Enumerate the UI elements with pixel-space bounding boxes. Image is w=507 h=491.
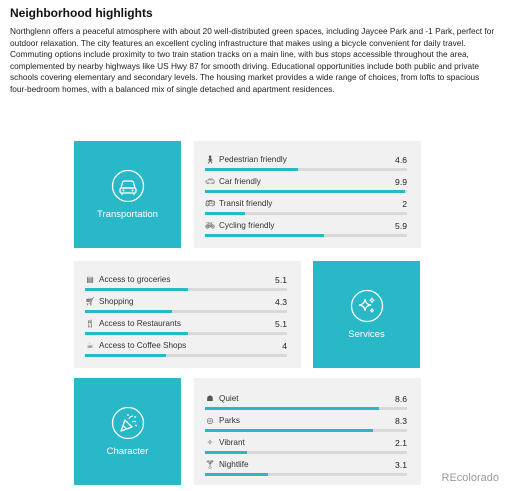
score-bar-fill [85, 354, 166, 357]
services-label: Services [348, 329, 385, 340]
score-value: 5.1 [275, 275, 287, 285]
transportation-label: Transportation [97, 209, 158, 220]
bus-icon: 🚌︎ [205, 199, 216, 208]
score-label: Nightlife [219, 460, 249, 469]
score-bar [205, 190, 407, 193]
score-row-parks [194, 414, 421, 436]
transportation-tile [74, 141, 181, 248]
score-bar [205, 407, 407, 410]
score-bar [205, 429, 407, 432]
score-label: Pedestrian friendly [219, 155, 287, 164]
recolorado-watermark: REcolorado [441, 472, 499, 484]
score-bar-fill [85, 310, 172, 313]
score-row-coffee [74, 339, 301, 361]
score-bar [205, 451, 407, 454]
character-tile [74, 378, 181, 485]
score-bar [85, 310, 287, 313]
coffee-icon: ☕︎ [86, 341, 94, 350]
transportation-panel [194, 141, 421, 248]
score-bar [85, 354, 287, 357]
park-icon: ◎ [206, 416, 214, 425]
store-icon: ▤ [86, 275, 94, 284]
services-tile [313, 261, 420, 368]
vibrant-icon: ✧ [206, 438, 214, 447]
score-label: Quiet [219, 394, 239, 403]
score-label: Transit friendly [219, 199, 273, 208]
score-row-car [194, 175, 421, 197]
score-row-nightlife [194, 458, 421, 480]
score-value: 9.9 [395, 177, 407, 187]
walker-icon: 🚶︎ [205, 155, 216, 164]
score-label: Vibrant [219, 438, 245, 447]
score-value: 4.3 [275, 297, 287, 307]
party-popper-icon [111, 406, 145, 440]
score-bar-fill [205, 451, 247, 454]
utensils-icon: 🍴︎ [85, 319, 96, 328]
sparkle-icon [350, 289, 384, 323]
score-bar-fill [205, 407, 379, 410]
score-bar [205, 168, 407, 171]
score-bar-fill [205, 234, 324, 237]
score-label: Access to Restaurants [99, 319, 181, 328]
bicycle-icon: 🚲︎ [205, 221, 216, 230]
car-icon: 🚗︎ [205, 177, 216, 186]
score-label: Parks [219, 416, 240, 425]
score-row-restaurants [74, 317, 301, 339]
character-panel [194, 378, 421, 485]
score-bar-fill [85, 332, 188, 335]
score-row-transit [194, 197, 421, 219]
section-title: Neighborhood highlights [10, 6, 153, 20]
cocktail-icon: 🍸︎ [205, 460, 216, 469]
score-value: 2.1 [395, 438, 407, 448]
score-bar-fill [205, 168, 298, 171]
bench-icon: ☗ [206, 394, 214, 403]
score-bar-fill [85, 288, 188, 291]
score-bar-fill [205, 473, 268, 476]
score-row-cycling [194, 219, 421, 241]
score-bar-fill [205, 429, 373, 432]
cart-icon: 🛒︎ [85, 297, 96, 306]
services-panel [74, 261, 301, 368]
car-icon [111, 169, 145, 203]
score-value: 3.1 [395, 460, 407, 470]
score-bar-fill [205, 190, 405, 193]
score-row-quiet [194, 392, 421, 414]
score-row-vibrant [194, 436, 421, 458]
score-bar [85, 332, 287, 335]
score-value: 4.6 [395, 155, 407, 165]
score-value: 8.6 [395, 394, 407, 404]
score-bar [205, 212, 407, 215]
score-bar [205, 473, 407, 476]
score-row-shopping [74, 295, 301, 317]
score-value: 5.9 [395, 221, 407, 231]
neighborhood-description: Northglenn offers a peaceful atmosphere with about 20 well-distributed green spaces, including Jaycee Park and -1 Park, perfect for outdoor relaxation. The city features an excellent cycling infrastructure that makes using a bicycle convenient for daily travel. Commuting options include proximity to two train station tracks on a main line, with bus stops accessible throughout the area, complemented by nearby highways like US Hwy 87 for smooth driving. Educational opportunities include both public and private schools covering elementary and secondary levels. The housing market provides a wide range of choices, from lofts to spacious four-bedroom homes, with a balanced mix of single detached and apartment residences. [10, 26, 495, 94]
score-bar-fill [205, 212, 245, 215]
score-label: Access to groceries [99, 275, 171, 284]
score-bar [205, 234, 407, 237]
score-value: 5.1 [275, 319, 287, 329]
score-row-groceries [74, 273, 301, 295]
score-label: Access to Coffee Shops [99, 341, 187, 350]
score-label: Shopping [99, 297, 134, 306]
score-value: 8.3 [395, 416, 407, 426]
score-label: Car friendly [219, 177, 261, 186]
character-label: Character [106, 446, 149, 457]
score-value: 2 [402, 199, 407, 209]
score-label: Cycling friendly [219, 221, 275, 230]
score-value: 4 [282, 341, 287, 351]
score-row-pedestrian [194, 153, 421, 175]
score-bar [85, 288, 287, 291]
